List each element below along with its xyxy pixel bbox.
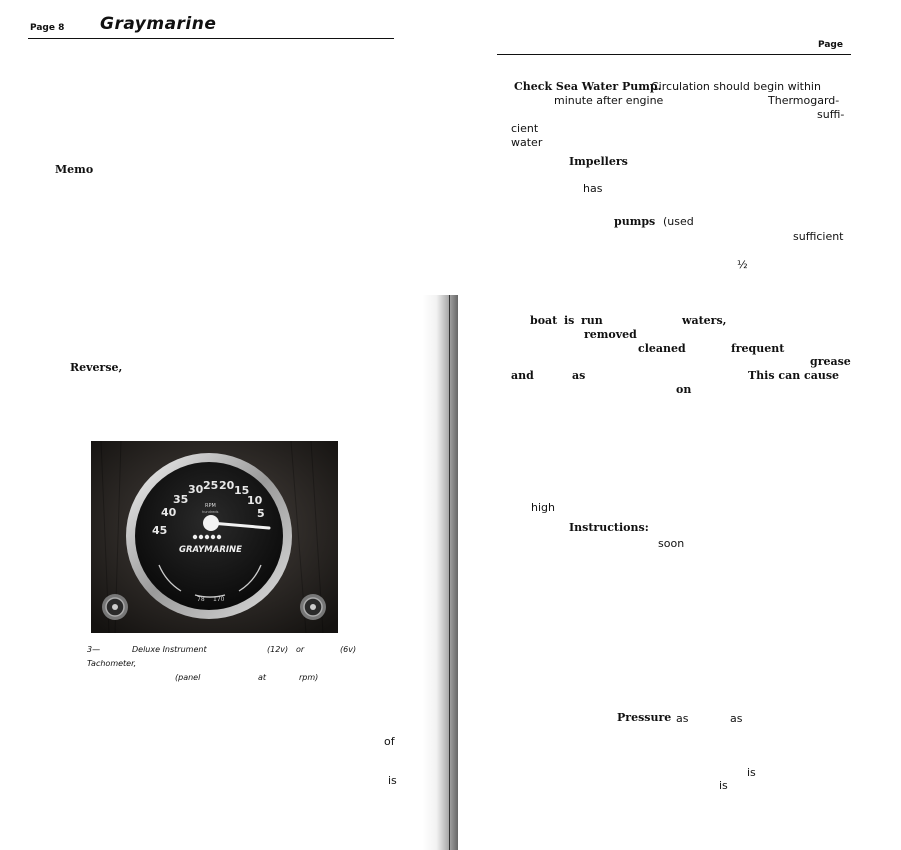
dial-number: 25 — [203, 479, 219, 492]
check-sea-water-pump-heading: Check Sea Water Pump. — [514, 80, 662, 93]
dial-small-label: 170 — [213, 596, 225, 603]
body-bold: and — [511, 369, 534, 382]
dial-rpm-label: RPM — [205, 503, 216, 509]
right-knob — [300, 594, 326, 620]
dial-number: 20 — [219, 479, 235, 492]
body-text: (used — [663, 215, 694, 228]
caption-text: (panel — [175, 673, 201, 682]
body-text: water — [511, 136, 543, 149]
body-text: Thermogard- — [768, 94, 840, 107]
brand-title: Graymarine — [100, 14, 217, 34]
body-text: suffi- — [817, 108, 845, 121]
body-text: minute after engine — [554, 94, 664, 107]
reverse-heading: Reverse, — [70, 361, 123, 374]
body-text: Circulation should begin within — [651, 80, 821, 93]
body-text: cient — [511, 122, 539, 135]
memo-heading: Memo — [55, 163, 94, 176]
book-gutter-shadow — [422, 295, 458, 850]
body-text: soon — [658, 537, 685, 550]
body-bold: waters, — [682, 314, 727, 327]
body-text: as — [676, 712, 689, 725]
body-bold: on — [676, 383, 692, 396]
caption-text: (6v) — [340, 645, 357, 654]
body-bold: is — [564, 314, 575, 327]
text-fragment: of — [384, 735, 395, 748]
dial-number: 40 — [161, 506, 177, 519]
dial-number: 35 — [173, 493, 189, 506]
body-bold: cleaned — [638, 342, 686, 355]
impellers-heading: Impellers — [569, 155, 628, 168]
body-bold: grease — [810, 355, 851, 368]
body-bold: as — [572, 369, 586, 382]
caption-fig: 3— — [87, 645, 101, 654]
body-text: high — [531, 501, 555, 514]
caption-text: rpm) — [299, 673, 319, 682]
dial-number: 10 — [247, 494, 263, 507]
dial-small-label: 78 — [197, 596, 205, 603]
body-text: ½ — [737, 258, 748, 271]
left-knob — [102, 594, 128, 620]
left-page-number: Page 8 — [30, 23, 65, 33]
body-bold: frequent — [731, 342, 785, 355]
book-gutter-line — [449, 295, 450, 850]
body-bold: This can cause — [748, 369, 840, 382]
left-header-rule — [28, 38, 394, 39]
caption-text: or — [296, 645, 305, 654]
tachometer-photo — [91, 441, 338, 633]
caption-text: Deluxe Instrument — [132, 645, 207, 654]
body-text: is — [747, 766, 756, 779]
right-page-number: Page — [818, 40, 843, 50]
right-header-rule — [497, 54, 851, 55]
text-fragment: is — [388, 774, 397, 787]
caption-text: (12v) — [267, 645, 289, 654]
dial-number: 45 — [152, 524, 168, 537]
needle-hub — [203, 515, 219, 531]
tachometer-illustration — [91, 441, 338, 633]
caption-text: at — [258, 673, 267, 682]
body-text: is — [719, 779, 728, 792]
body-text: as — [730, 712, 743, 725]
body-bold: run — [581, 314, 603, 327]
dial-number: 5 — [257, 507, 265, 520]
body-bold: pumps — [614, 215, 656, 228]
instructions-heading: Instructions: — [569, 521, 649, 534]
dial-brand: GRAYMARINE — [179, 545, 242, 555]
caption-text: Tachometer, — [87, 659, 137, 668]
dial-number: 15 — [234, 484, 250, 497]
dial-number: 30 — [188, 483, 204, 496]
body-bold: removed — [584, 328, 637, 341]
body-text: has — [583, 182, 603, 195]
pressure-heading: Pressure — [617, 711, 672, 724]
dial-sub-label: hundreds — [202, 510, 219, 514]
body-text: sufficient — [793, 230, 844, 243]
body-bold: boat — [530, 314, 558, 327]
